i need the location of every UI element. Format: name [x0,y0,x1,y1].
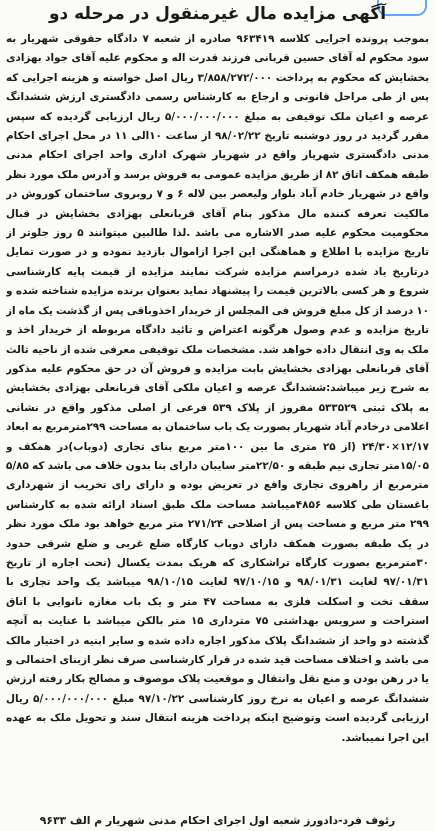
notice-title: آگهی مزایده مال غیرمنقول در مرحله دو [48,4,387,24]
notice-body: بموجب پرونده اجرایی کلاسه ۹۶۳۴۱۹ صادره از شعبه ۷ دادگاه حقوقی شهریار به سود محکوم له آقای حسین قربانی فرزند قدرت اله و محکوم علیه آقای جواد بهزادی بخشایش که محکوم به پرداخت ۳/۸۵۸/۲۷۲/۰۰۰ ریال اصل خواسته و هزینه اجرایی که پس از طی مراحل قانونی و ارجاع به کارشناس رسمی دادگستری ارزش ششدانگ عرصه و اعیان ملک توقیفی به مبلغ ۵/۰۰۰/۰۰۰/۰۰۰ ریال ارزیابی گردیده که سپس مقرر گردید در روز دوشنبه تاریخ ۹۸/۰۲/۲۲ از ساعت ۱۰الی ۱۱ در محل اجرای احکام مدنی دادگستری شهریار واقع در شهریار شهرک اداری واحد اجرای احکام مدنی طبقه همکف اتاق ۸۲ از طریق مزایده عمومی به فروش برسد و آدرس ملک مورد نظر واقع در شهریار خادم آباد بلوار ولیعصر بین لاله ۶ و ۷ روبروی ساختمان کوروش در مالکیت تعرفه کننده مال مذکور بنام آقای قربانعلی بهزادی بخشایش در قبال محکومیت محکوم علیه صدر الاشاره می باشد .لذا طالبین میتوانند ۵ روز جلوتر از تاریخ مزایده با اطلاع و هماهنگی این اجرا ازاموال بازدید نموده و در صورت تمایل درتاریخ یاد شده درمراسم مزایده شرکت نمایند مزایده از قیمت پایه کارشناسی شروع و هر کسی بالاترین قیمت را پیشنهاد نماید بعنوان برنده مزایده شناخته شده و ۱۰ درصد از کل مبلغ فروش فی المجلس از خریدار اخذوباقی پس از گذشت یک ماه از تاریخ مزایده و عدم وصول هرگونه اعتراض و تائید دادگاه مربوطه از خریدار اخذ و ملک به وی انتقال داده خواهد شد. مشخصات ملک توقیفی معرفی شده از ناحیه ثالث آقای قربانعلی بهزادی بخشایش بابت مزایده و فروش آن در حق محکوم علیه مذکور به شرح زیر میباشد:ششدانگ عرصه و اعیان ملکی آقای قربانعلی بهزادی بخشایش به پلاک ثبتی ۵۳۳۵۲۹ مفروز از پلاک ۵۳۹ فرعی از اصلی مذکور واقع در نشانی اعلامی درخادم آباد شهریار بصورت یک باب ساختمان به مساحت ۲۹۹مترمربع به ابعاد ۱۲/۱۷×۲۴/۳۰ (از ۲۵ متری ما بین ۱۰۰متر مربع بنای تجاری (دوباب)در همکف و ۱۵/۰۵متر تجاری نیم طبقه و ۲۲/۵۰متر سایبان دارای بنا بدون خلاف می باشد که ۵/۸۵ مترمربع از راهروی تجاری واقع در تعریض بوده و دارای رای تخریب از شهرداری باغستان طی کلاسه ۴۸۵۶میباشد مساحت ملک طبق اسناد ارائه شده به کارشناس ۲۹۹ متر مربع و مساحت پس از اصلاحی ۲۷۱/۲۴ متر مربع خواهد بود ملک مورد نظر در یک طبقه بصورت همکف دارای دوباب کارگاه ضلع غربی و ضلع شرقی حدود ۳۰مترمربع بصورت کارگاه تراشکاری که هریک بمدت یکسال (تحت اجاره از تاریخ ۹۷/۰۱/۳۱ لغایت ۹۸/۰۱/۳۱ و ۹۷/۱۰/۱۵ لغایت ۹۸/۱۰/۱۵ میباشد یک واحد تجاری با سقف تخت و اسکلت فلزی به مساحت ۴۷ متر و یک باب مغازه نانوایی با اتاق استراحت و سرویس بهداشتی ۷۵ مترداری ۱۵ متر بالکن میباشد با عنایت به آنچه گذشته دو واحد از ششدانگ پلاک مذکور اجاره داده شده و سایر ابنیه در اختیار مالک می باشد و اختلاف مساحت قید شده در قرار کارشناسی صرف نظر ازبنای احتمالی و یا در رهن بودن و منع نقل وانتقال و موقعیت پلاک موصوف و مصالح بکار رفته ارزش ششدانگ عرصه و اعیان به نرخ روز کارشناسی ۹۷/۱۰/۲۲ مبلغ ۵/۰۰۰/۰۰۰/۰۰۰ ریال ارزیابی گردیده است وتوضیح اینکه پرداخت هزینه انتقال سند و تحویل ملک به عهده این اجرا نمیباشد. [6,33,429,744]
notice-signature: رئوف فرد-دادورز شعبه اول اجرای احکام مدنی شهریار م الف ۹۶۳۳ [39,814,396,827]
